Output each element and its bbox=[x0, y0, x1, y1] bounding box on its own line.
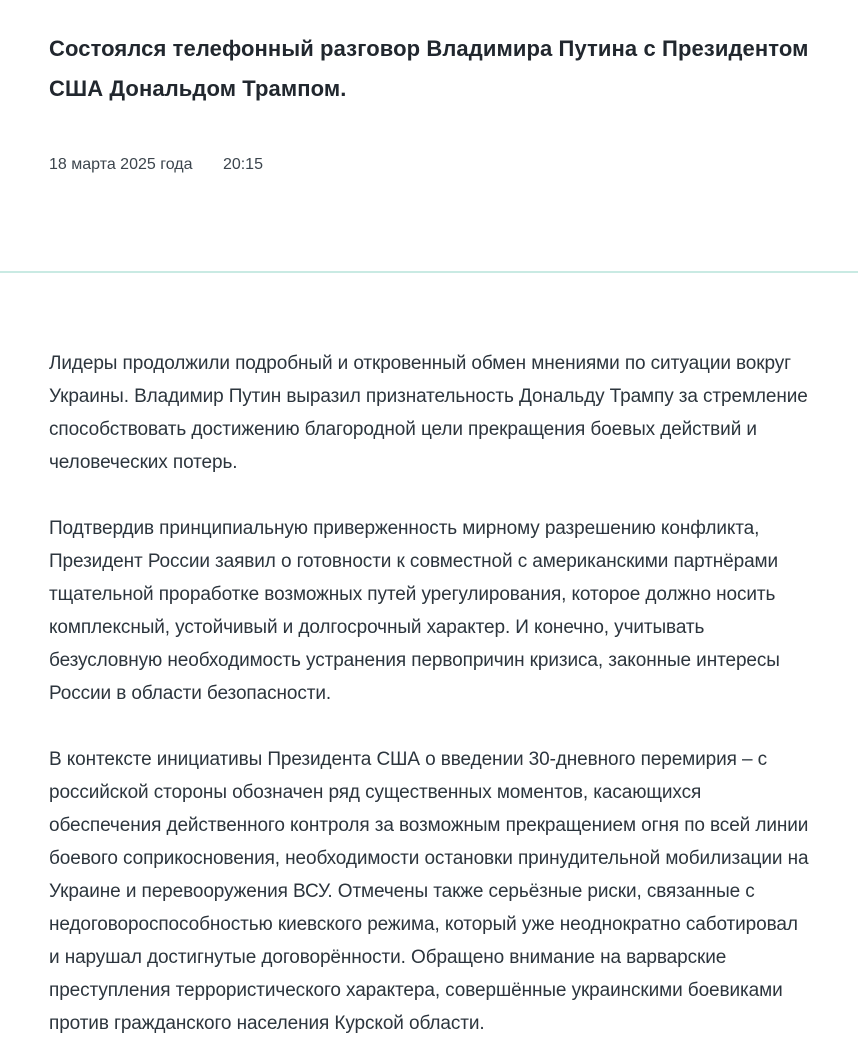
publish-date: 18 марта 2025 года bbox=[49, 156, 193, 173]
article-paragraph: Лидеры продолжили подробный и откровенный обмен мнениями по ситуации вокруг Украины. Владимир Путин выразил признательность Дональду Трампу за стремление способствовать достижению благородной цели прекращения боевых действий и человеческих потерь. bbox=[49, 353, 808, 473]
article-paragraph: Подтвердив принципиальную приверженность мирному разрешению конфликта, Президент России заявил о готовности к совместной с американскими партнёрами тщательной проработке возможных путей урегулирования, которое должно носить комплексный, устойчивый и долгосрочный характер. И конечно, учитывать безусловную необходимость устранения первопричин кризиса, законные интересы России в области безопасности. bbox=[49, 518, 780, 704]
article-meta bbox=[49, 155, 829, 175]
article-title: Состоялся телефонный разговор Владимира Путина с Президентом США Дональдом Трампом. bbox=[49, 36, 809, 101]
article-paragraph: В контексте инициативы Президента США о введении 30-дневного перемирия – с российской стороны обозначен ряд существенных моментов, касающихся обеспечения действенного контроля за возможным прекращением огня по всей линии боевого соприкосновения, необходимости остановки принудительной мобилизации на Украине и перевооружения ВСУ. Отмечены также серьёзные риски, связанные с недоговороспособностью киевского режима, который уже неоднократно саботировал и нарушал достигнутые договорённости. Обращено внимание на варварские преступления террористического характера, совершённые украинскими боевиками против гражданского населения Курской области. bbox=[49, 749, 809, 1034]
article-body bbox=[0, 273, 858, 1040]
publish-time: 20:15 bbox=[222, 156, 263, 173]
article-header bbox=[0, 0, 858, 175]
